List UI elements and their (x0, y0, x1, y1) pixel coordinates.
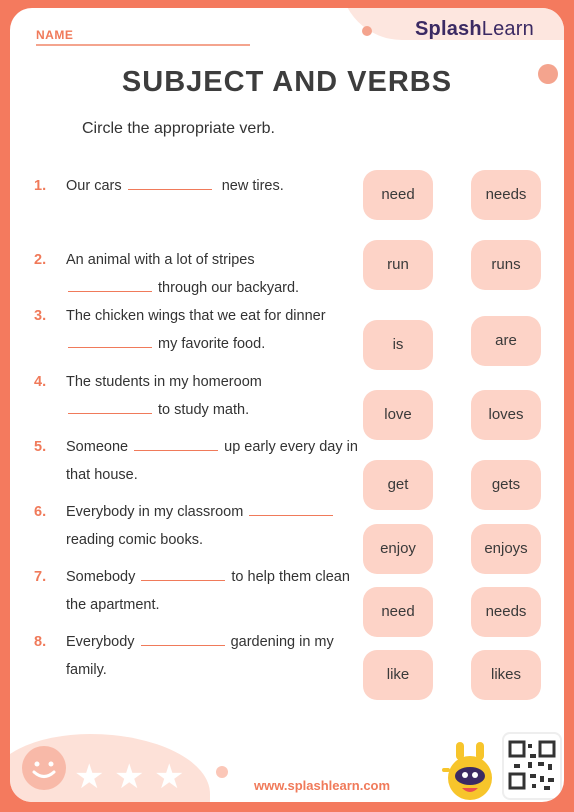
option-needs[interactable]: needs (471, 587, 541, 637)
option-gets[interactable]: gets (471, 460, 541, 510)
answer-blank[interactable] (128, 176, 212, 190)
question-text-after: reading comic books. (66, 532, 204, 548)
question-text-before: The students in my homeroom (66, 374, 262, 390)
answer-blank[interactable] (68, 334, 152, 348)
question-text-before: Everybody in my classroom (66, 504, 244, 520)
answer-blank[interactable] (249, 502, 333, 516)
option-loves[interactable]: loves (471, 390, 541, 440)
question-text-before: Our cars (66, 178, 122, 194)
star-icon: ★ (74, 758, 105, 796)
option-need[interactable]: need (363, 587, 433, 637)
question-text-before: Everybody (66, 634, 135, 650)
option-like[interactable]: like (363, 650, 433, 700)
option-are[interactable]: are (471, 316, 541, 366)
name-line[interactable] (36, 44, 250, 46)
option-needs[interactable]: needs (471, 170, 541, 220)
qr-code-icon[interactable] (502, 732, 562, 800)
question-number: 8. (34, 634, 47, 650)
answer-blank[interactable] (141, 632, 225, 646)
question-number: 3. (34, 308, 47, 324)
brand-logo-bold: Splash (415, 18, 482, 40)
decor-dot (362, 26, 372, 36)
option-enjoys[interactable]: enjoys (471, 524, 541, 574)
option-likes[interactable]: likes (471, 650, 541, 700)
question-text-after: through our backyard. (158, 280, 300, 296)
option-love[interactable]: love (363, 390, 433, 440)
smiley-icon (22, 746, 66, 790)
option-runs[interactable]: runs (471, 240, 541, 290)
question-number: 2. (34, 252, 47, 268)
question-number: 6. (34, 504, 47, 520)
option-need[interactable]: need (363, 170, 433, 220)
question-text-after: up early every day in that house. (66, 439, 358, 483)
question-text-after: to help them clean the apartment. (66, 569, 350, 613)
question-text-before: Somebody (66, 569, 136, 585)
answer-blank[interactable] (134, 437, 218, 451)
question-number: 7. (34, 569, 47, 585)
footer-url[interactable]: www.splashlearn.com (254, 778, 391, 793)
name-label: NAME (36, 28, 74, 42)
question-number: 4. (34, 374, 47, 390)
answer-blank[interactable] (141, 567, 225, 581)
question-text-before: The chicken wings that we eat for dinner (66, 308, 326, 324)
question-number: 5. (34, 439, 47, 455)
star-icon: ★ (154, 758, 185, 796)
question-number: 1. (34, 178, 47, 194)
question-text-after: new tires. (221, 178, 284, 194)
worksheet (10, 8, 564, 802)
instruction: Circle the appropriate verb. (82, 120, 275, 137)
mascot-icon (440, 738, 500, 802)
option-run[interactable]: run (363, 240, 433, 290)
option-get[interactable]: get (363, 460, 433, 510)
decor-dot (216, 766, 228, 778)
page-title: SUBJECT AND VERBS (121, 66, 453, 98)
answer-blank[interactable] (68, 278, 152, 292)
question-text-after: gardening in my family. (66, 634, 334, 678)
brand-logo-light: Learn (481, 18, 534, 40)
question-text-after: my favorite food. (158, 336, 266, 352)
question-text-before: Someone (66, 439, 129, 455)
option-enjoy[interactable]: enjoy (363, 524, 433, 574)
question-text-before: An animal with a lot of stripes (66, 252, 255, 268)
option-is[interactable]: is (363, 320, 433, 370)
question-text-after: to study math. (158, 402, 250, 418)
brand-logo (415, 18, 534, 41)
answer-blank[interactable] (68, 400, 152, 414)
star-icon: ★ (114, 758, 145, 796)
